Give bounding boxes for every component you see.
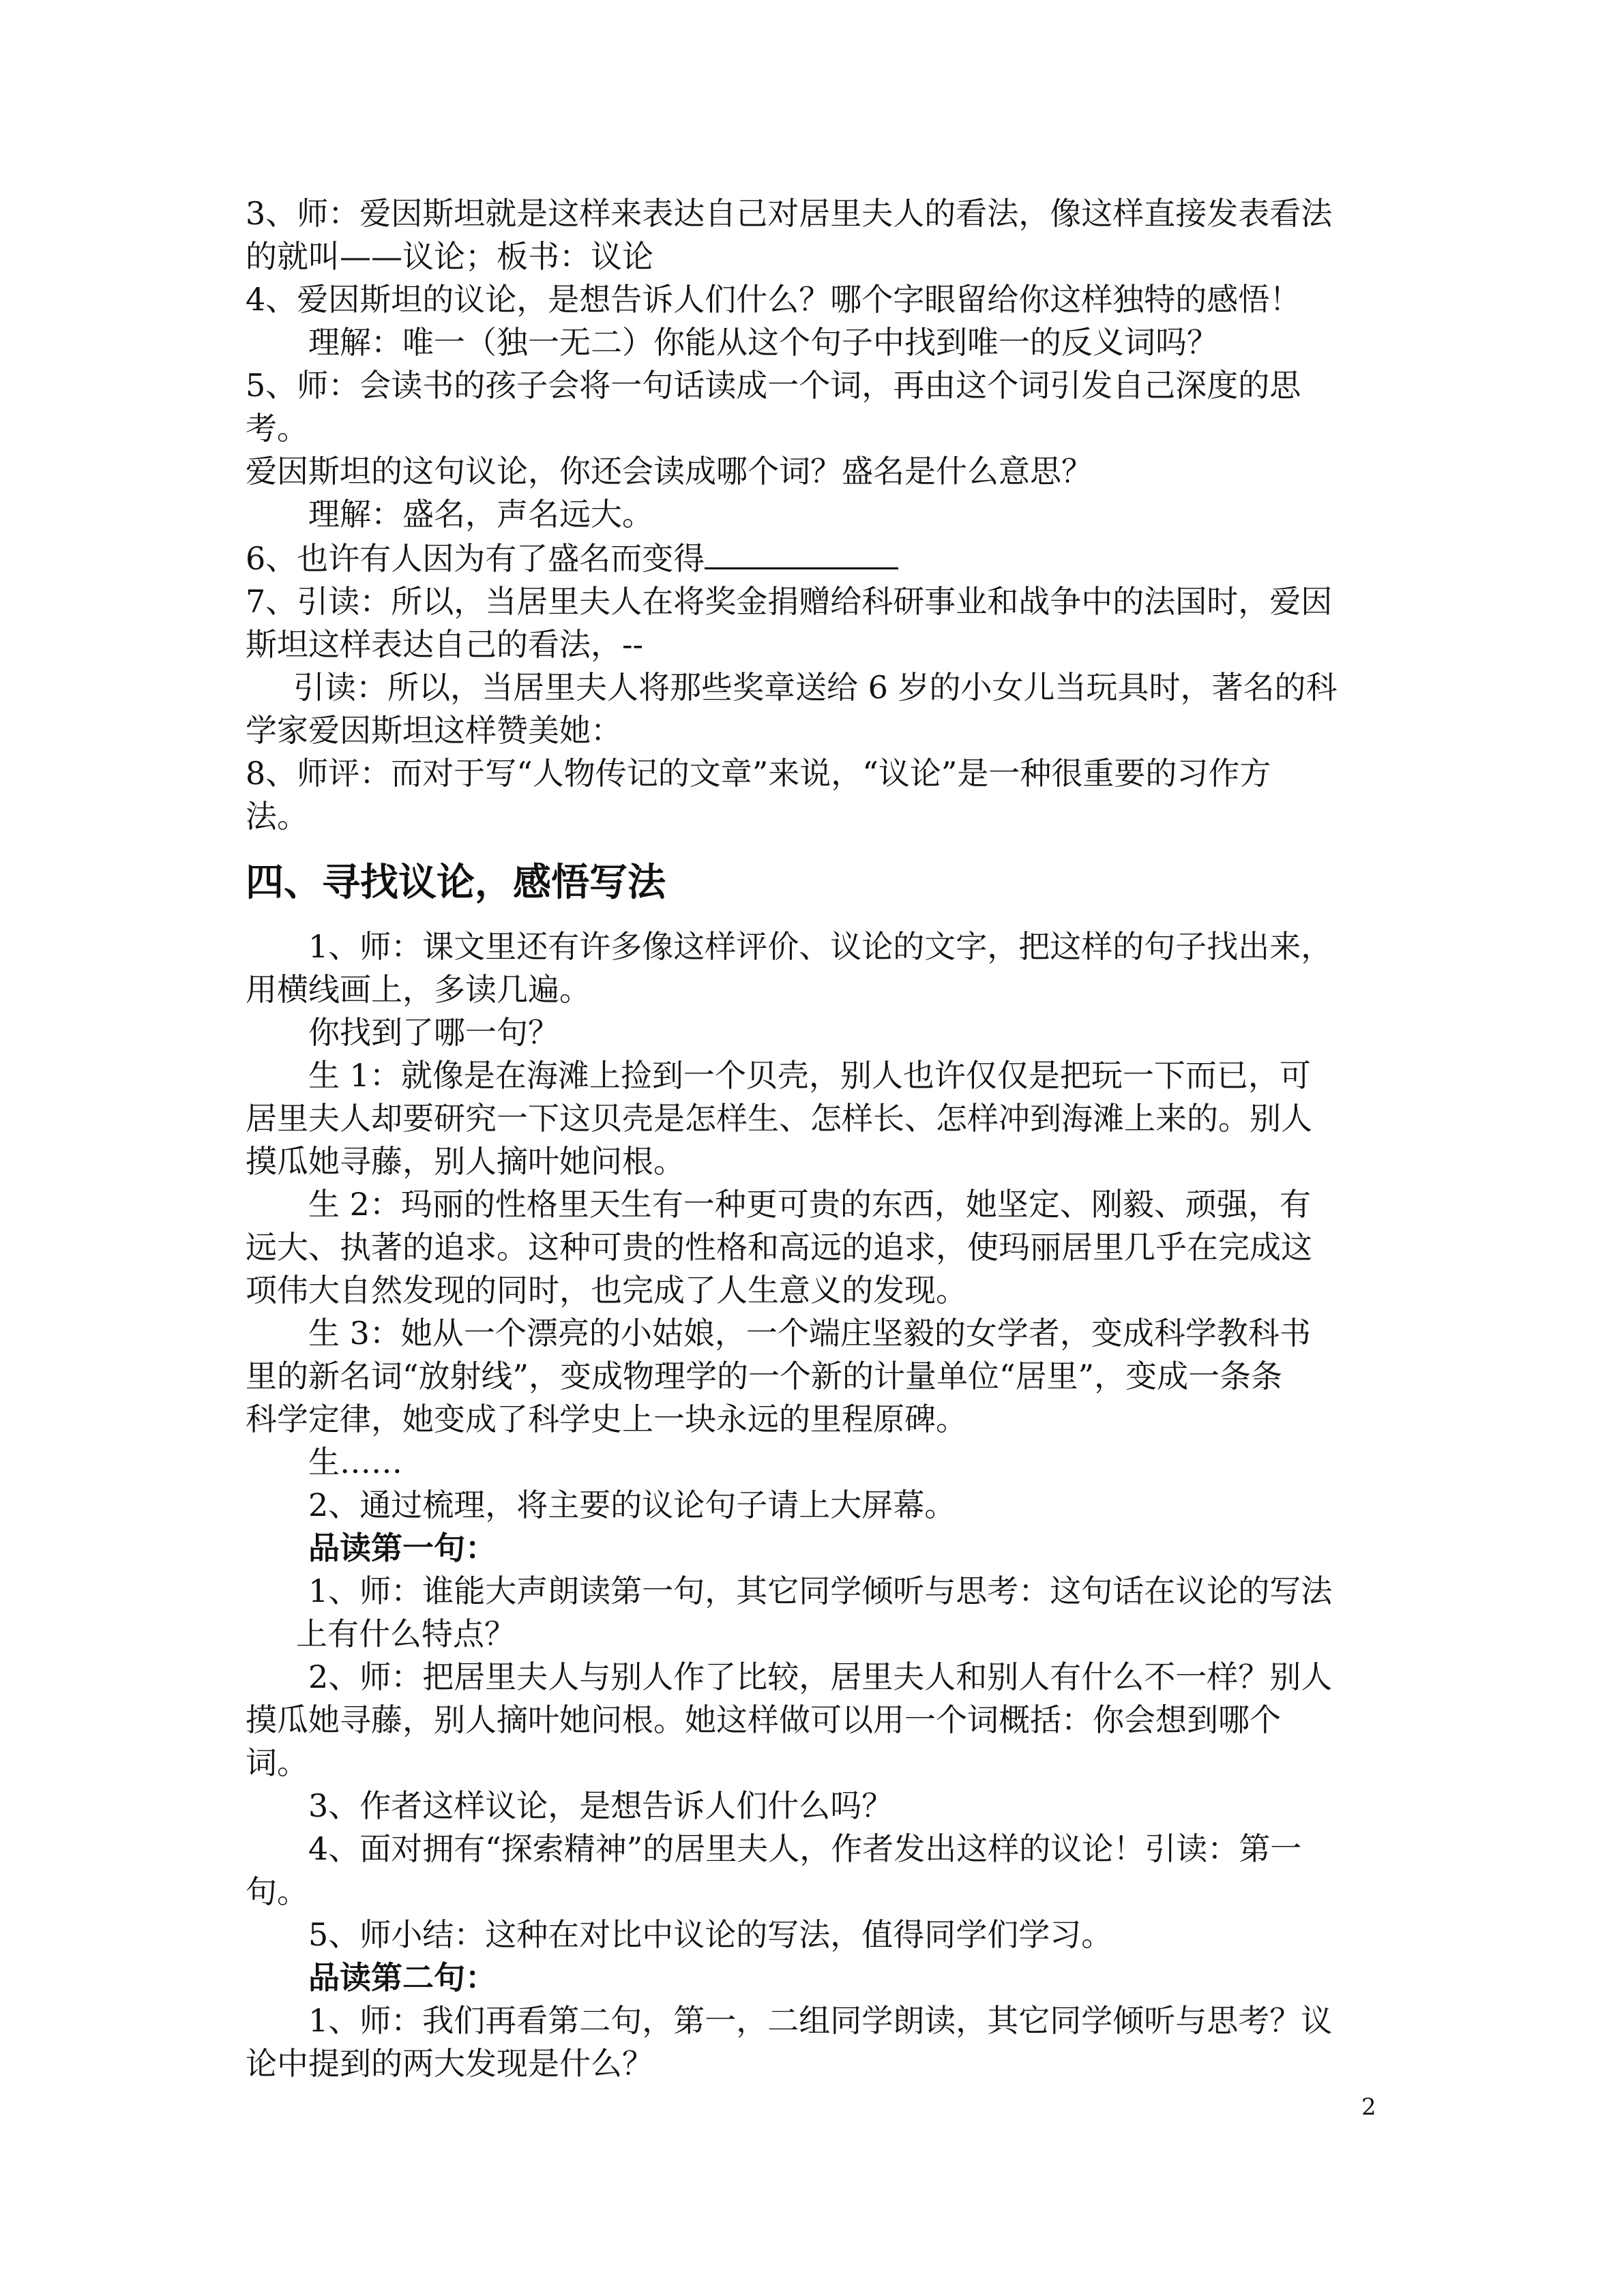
fill-in-blank [705, 536, 898, 569]
paragraph-line: 8、师评：而对于写“人物传记的文章”来说，“议论”是一种很重要的习作方 [246, 755, 1271, 792]
paragraph-line: 居里夫人却要研究一下这贝壳是怎样生、怎样长、怎样冲到海滩上来的。别人 [246, 1100, 1312, 1137]
paragraph-line: 1、师：谁能大声朗读第一句，其它同学倾听与思考：这句话在议论的写法 [308, 1572, 1333, 1609]
paragraph-line: 4、面对拥有“探索精神”的居里夫人，作者发出这样的议论！引读：第一 [308, 1830, 1302, 1867]
paragraph-line: 项伟大自然发现的同时，也完成了人生意义的发现。 [246, 1272, 967, 1309]
paragraph-line: 摸瓜她寻藤，别人摘叶她问根。 [246, 1143, 685, 1180]
paragraph-line: 斯坦这样表达自己的看法，-- [246, 626, 644, 663]
paragraph-line: 理解：盛名，声名远大。 [308, 496, 653, 533]
fill-in-prompt: 6、也许有人因为有了盛名而变得 [246, 540, 705, 577]
paragraph-line: 学家爱因斯坦这样赞美她： [246, 712, 622, 749]
paragraph-line: 引读：所以，当居里夫人将那些奖章送给 6 岁的小女儿当玩具时，著名的科 [293, 669, 1338, 706]
paragraph-line: 5、师小结：这种在对比中议论的写法，值得同学们学习。 [308, 1916, 1113, 1953]
fill-in-line [246, 536, 1378, 580]
paragraph-line: 1、师：我们再看第二句，第一，二组同学朗读，其它同学倾听与思考？议 [308, 2002, 1333, 2039]
paragraph-line: 理解：唯一（独一无二）你能从这个句子中找到唯一的反义词吗？ [308, 324, 1218, 361]
paragraph-line: 用横线画上，多读几遍。 [246, 971, 591, 1008]
paragraph-line: 7、引读：所以，当居里夫人在将奖金捐赠给科研事业和战争中的法国时，爱因 [246, 583, 1333, 620]
paragraph-line: 爱因斯坦的这句议论，你还会读成哪个词？盛名是什么意思？ [246, 453, 1093, 490]
page-number: 2 [1361, 2093, 1376, 2121]
subheading: 品读第一句： [308, 1530, 497, 1566]
paragraph-line: 词。 [246, 1744, 308, 1781]
paragraph-line: 3、作者这样议论，是想告诉人们什么吗？ [308, 1787, 894, 1824]
paragraph-line: 远大、执著的追求。这种可贵的性格和高远的追求，使玛丽居里几乎在完成这 [246, 1229, 1312, 1266]
paragraph-line: 里的新名词“放射线”，变成物理学的一个新的计量单位“居里”，变成一条条 [246, 1358, 1283, 1395]
document-body [246, 192, 1378, 2085]
section-heading: 四、寻找议论，感悟写法 [246, 861, 666, 905]
paragraph-line: 生 1：就像是在海滩上捡到一个贝壳，别人也许仅仅是把玩一下而已，可 [308, 1057, 1311, 1094]
paragraph-line: 科学定律，她变成了科学史上一块永远的里程原碑。 [246, 1401, 967, 1437]
paragraph-line: 生…… [308, 1444, 402, 1480]
paragraph-line: 生 3：她从一个漂亮的小姑娘，一个端庄坚毅的女学者，变成科学教科书 [308, 1315, 1311, 1352]
paragraph-line: 句。 [246, 1873, 308, 1910]
paragraph-line: 2、师：把居里夫人与别人作了比较，居里夫人和别人有什么不一样？别人 [308, 1658, 1333, 1695]
paragraph-line: 摸瓜她寻藤，别人摘叶她问根。她这样做可以用一个词概括：你会想到哪个 [246, 1701, 1281, 1738]
paragraph-line: 你找到了哪一句？ [308, 1014, 559, 1051]
paragraph-line: 的就叫——议论；板书：议论 [246, 238, 653, 275]
paragraph-line: 2、通过梳理，将主要的议论句子请上大屏幕。 [308, 1487, 956, 1523]
paragraph-line: 1、师：课文里还有许多像这样评价、议论的文字，把这样的句子找出来， [308, 928, 1333, 965]
paragraph-line: 论中提到的两大发现是什么？ [246, 2045, 653, 2082]
paragraph-line: 考。 [246, 410, 308, 447]
paragraph-line: 4、爱因斯坦的议论，是想告诉人们什么？哪个字眼留给你这样独特的感悟！ [246, 281, 1301, 318]
paragraph-line: 5、师：会读书的孩子会将一句话读成一个词，再由这个词引发自己深度的思 [246, 367, 1301, 404]
subheading: 品读第二句： [308, 1959, 497, 1996]
paragraph-line: 法。 [246, 798, 308, 835]
paragraph-line: 3、师：爱因斯坦就是这样来表达自己对居里夫人的看法，像这样直接发表看法 [246, 195, 1333, 232]
paragraph-line: 上有什么特点？ [296, 1615, 516, 1652]
paragraph-line: 生 2：玛丽的性格里天生有一种更可贵的东西，她坚定、刚毅、顽强，有 [308, 1186, 1311, 1223]
